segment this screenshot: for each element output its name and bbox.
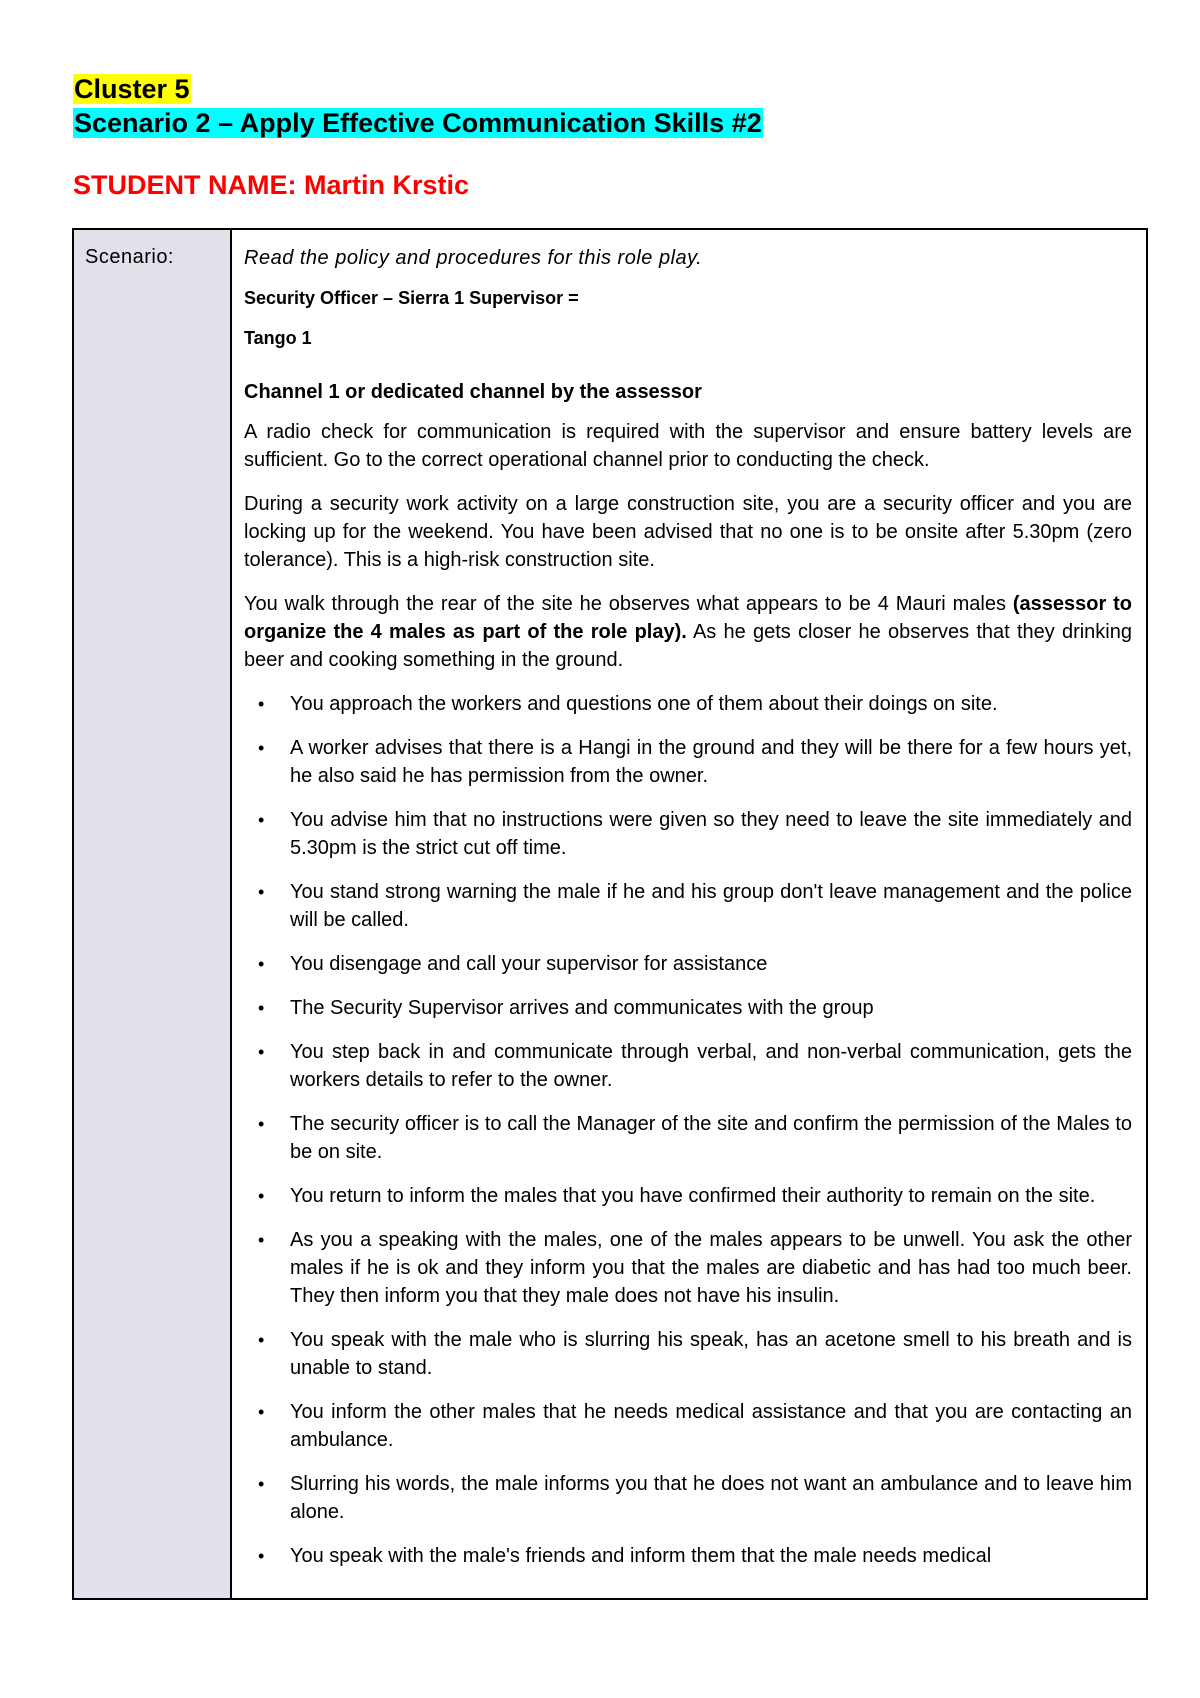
list-item: • You speak with the male who is slurring his speak, has an acetone smell to his breath and is unable to stand. [258,1329,1132,1379]
scenario-content-cell [244,244,1132,1586]
callsign-line-2: Tango 1 [244,328,312,348]
list-item: • You advise him that no instructions were given so they need to leave the site immediately and 5.30pm is the strict cut off time. [258,809,1132,859]
list-item: • You stand strong warning the male if he and his group don't leave management and the police will be called. [258,881,1132,931]
intro-text: Read the policy and procedures for this role play. [244,247,703,269]
scenario-table [72,228,1148,1600]
steps-list [244,690,1132,1570]
document-heading [73,72,763,140]
student-label: STUDENT NAME: [73,170,297,200]
list-item: • As you a speaking with the males, one of the males appears to be unwell. You ask the other males if he is ok and they inform you that the males are diabetic and has had too much beer. They then inform you that they male does not have his insulin. [258,1229,1132,1307]
list-item: • You step back in and communicate through verbal, and non-verbal communication, gets the workers details to refer to the owner. [258,1041,1132,1091]
callsign-line-1: Security Officer – Sierra 1 Supervisor = [244,288,579,308]
cluster-title: Cluster 5 [74,74,190,104]
list-item: • You speak with the male's friends and inform them that the male needs medical [258,1545,992,1567]
scenario-title: Scenario 2 – Apply Effective Communication Skills #2 [74,108,762,138]
list-item: • The Security Supervisor arrives and communicates with the group [258,997,874,1019]
list-item: • You return to inform the males that you have confirmed their authority to remain on the site. [258,1185,1096,1207]
radio-check-paragraph: A radio check for communication is required with the supervisor and ensure battery levels are sufficient. Go to the correct operational channel prior to conducting the check. [244,421,1132,471]
scenario-label-cell [74,230,232,1598]
list-item: • A worker advises that there is a Hangi in the ground and they will be there for a few hours yet, he also said he has permission from the owner. [258,737,1132,787]
list-item: • You disengage and call your supervisor for assistance [258,953,768,975]
student-name-line [73,170,469,201]
list-item: • You approach the workers and questions one of them about their doings on site. [258,693,998,715]
situation-paragraph: During a security work activity on a large construction site, you are a security officer and you are locking up for the weekend. You have been advised that no one is to be onsite after 5.30pm (zero tolerance). This is a high-risk construction site. [244,493,1132,571]
student-name: Martin Krstic [304,170,470,200]
observation-paragraph: You walk through the rear of the site he observes what appears to be 4 Mauri males (assessor to organize the 4 males as part of the role play). As he gets closer he observes that they drinking beer and cooking something in the ground. [244,593,1132,671]
list-item: • The security officer is to call the Manager of the site and confirm the permission of the Males to be on site. [258,1113,1132,1163]
channel-line: Channel 1 or dedicated channel by the assessor [244,381,702,403]
list-item: • Slurring his words, the male informs you that he does not want an ambulance and to leave him alone. [258,1473,1132,1523]
list-item: • You inform the other males that he needs medical assistance and that you are contacting an ambulance. [258,1401,1132,1451]
scenario-label: Scenario: [85,246,174,268]
